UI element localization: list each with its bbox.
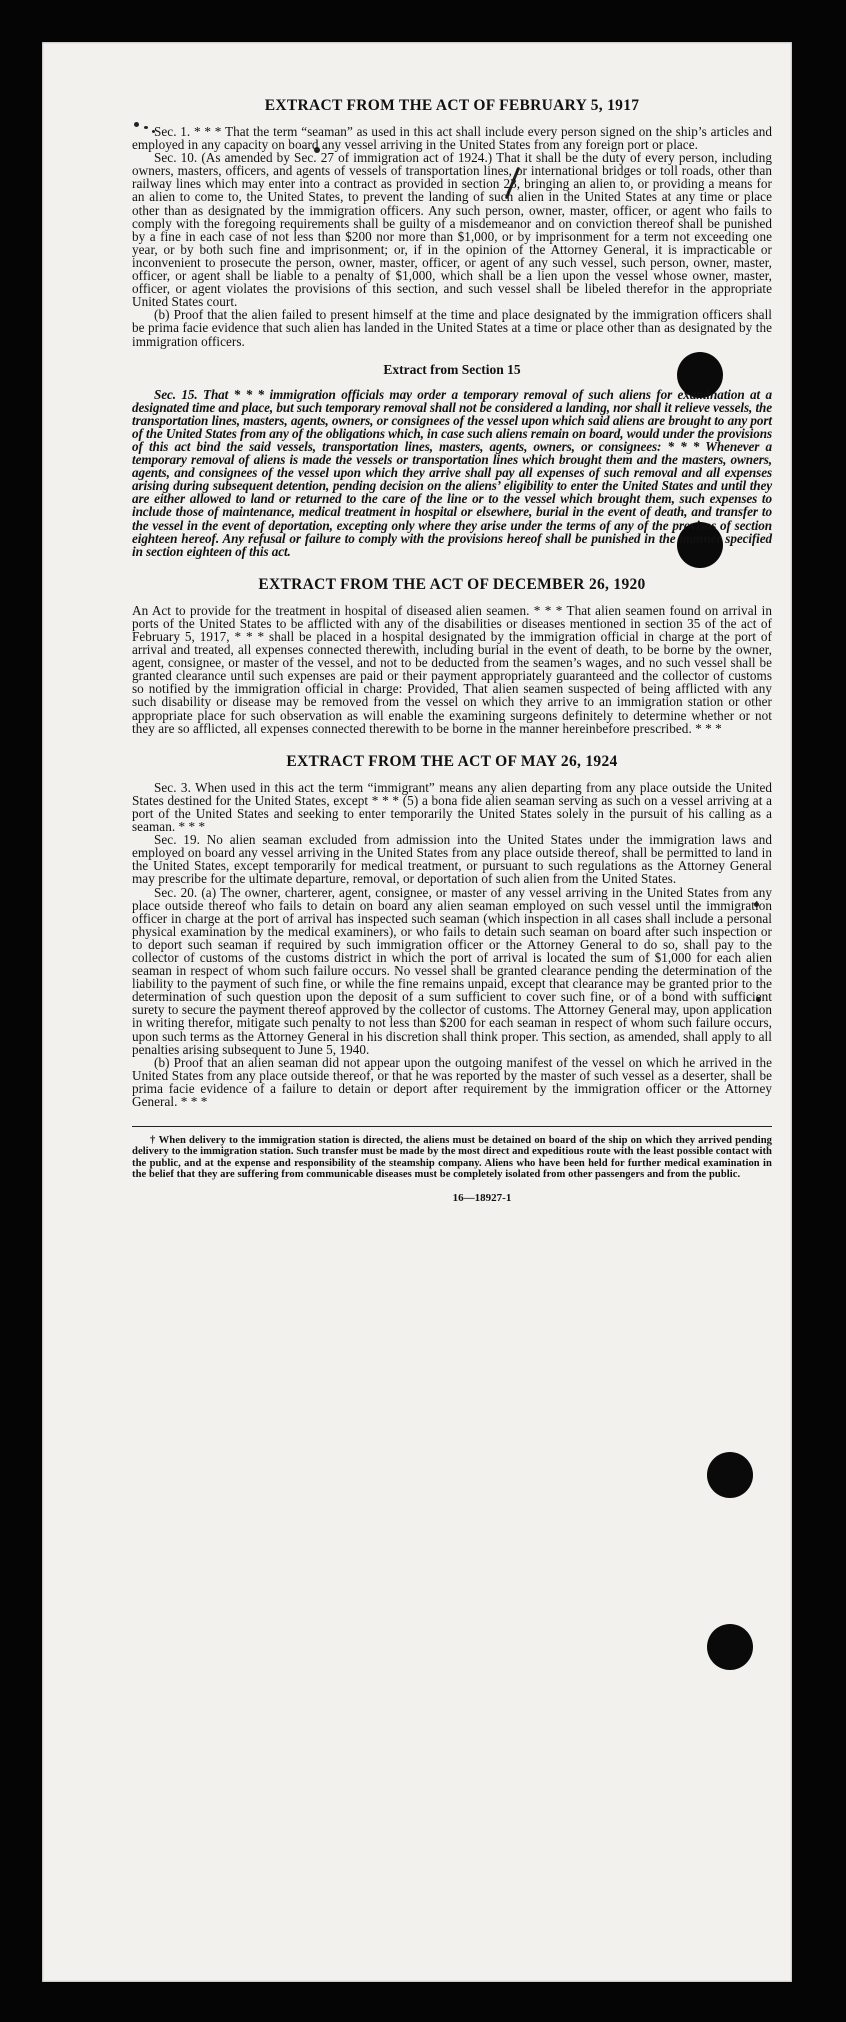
paragraph-sec-10-b: (b) Proof that the alien failed to present himself at the time and place designated by the immigration officers shall be prima facie evidence that such alien has landed in the United States at a time or place other than as designated by the immigration officers. [132,307,772,349]
heading-act-1924: EXTRACT FROM THE ACT OF MAY 26, 1924 [286,752,618,770]
punch-hole [707,1624,753,1670]
heading-act-1917: EXTRACT FROM THE ACT OF FEBRUARY 5, 1917 [264,97,640,114]
paragraph-sec-1: Sec. 1. * * * That the term “seaman” as used in this act shall include every person signed on the ship’s articles and employed in any capacity on board any vessel arriving in the United States from any foreign port or place. [132,124,772,153]
paragraph-sec-3: Sec. 3. When used in this act the term “immigrant” means any alien departing from any place outside the United States destined for the United States, except * * * (5) a bona fide alien seaman serving as such on a vessel arriving at a port of the United States and seeking to enter temporarily the United States solely in the pursuit of his calling as a seaman. * * * [132,779,772,835]
paragraph-sec-20-b: (b) Proof that an alien seaman did not appear upon the outgoing manifest of the vessel on which he arrived in the United States from any place outside thereof, or that he was reported by the master of such vessel as a deserter, shall be prima facie evidence of a failure to detain or deport after requirement by the immigration officer or the Attorney General. * * * [132,1054,772,1109]
document-page [42,42,792,1982]
heading-act-1920: EXTRACT FROM THE ACT OF DECEMBER 26, 1920 [258,575,646,593]
divider [132,1126,772,1127]
document-number: 16—18927-1 [452,1191,512,1204]
paragraph-sec-10: Sec. 10. (As amended by Sec. 27 of immigration act of 1924.) That it shall be the duty of every person, including owners, masters, officers, and agents of vessels of transportation lines, or international bridges or toll roads, other than railway lines which may enter into a contract as provided in section 23, bringing an alien to, or providing a means for an alien to come to, the United States, to prevent the landing of such alien in the United States at any time or place other than as designated by the immigration officers. Any such person, owner, master, officer, or agent who fails to comply with the foregoing requirements shall be guilty of a misdemeanor and on conviction thereof shall be punished by a fine in each case of not less than $200 nor more than $1,000, or by imprisonment for a term not exceeding one year, or by both such fine and imprisonment; or, if in the opinion of the Attorney General, it is impracticable or inconvenient to prosecute the person, owner, master, officer, or agent of any such vessel, such person, owner, master, officer, or agent shall be liable to a penalty of $1,000, which shall be a lien upon the vessel whose owner, master, officer, or agent violates the provisions of this section, and such vessel shall be libeled therefor in the appropriate United States court. [132,150,772,310]
paragraph-sec-15: Sec. 15. That * * * immigration officials may order a temporary removal of such aliens for examination at a designated time and place, but such temporary removal shall not be considered a landing, nor shall it relieve vessels, the transportation lines, masters, agents, owners, or consignees of the vessel upon which said aliens are brought to any port of the United States from any of the obligations which, in case such aliens remain on board, would under the provisions of this act bind the said vessels, transportation lines, masters, agents, owners, or consignees: * * * Whenever a temporary removal of aliens is made the vessels or transportation lines which brought them and the masters, owners, agents, and consignees of the vessel upon which they arrive shall pay all expenses of such removal and all expenses arising during subsequent detention, pending decision on the aliens’ eligibility to enter the United States and until they are either allowed to land or returned to the care of the line or to the vessel which brought them, such expenses to include those of maintenance, medical treatment in hospital or elsewhere, burial in the event of death, and transfer to the vessel in the event of deportation, excepting only where they arise under the terms of any of the provisos of section eighteen hereof. Any refusal or failure to comply with the provisions hereof shall be punished in the manner specified in section eighteen of this act. [132,386,772,559]
heading-section-15: Extract from Section 15 [383,361,521,377]
paragraph-sec-19: Sec. 19. No alien seaman excluded from admission into the United States under the immigration laws and employed on board any vessel arriving in the United States from any place outside thereof, shall be permitted to land in the United States, except temporarily for medical treatment, or pursuant to such regulations as the Attorney General may prescribe for the ultimate departure, removal, or deportation of such alien from the United States. [132,832,772,887]
footnote: † When delivery to the immigration station is directed, the aliens must be detained on board of the ship on which they arrived pending delivery to the immigration station. Such transfer must be made by the most direct and expeditious route with the least possible contact with the public, and at the expense and responsibility of the steamship company. Aliens who have been held for further medical examination in the belief that they are suffering from communicable diseases must be completely isolated from other passengers and from the public. [132,1135,772,1180]
paragraph-sec-20-a: Sec. 20. (a) The owner, charterer, agent, consignee, or master of any vessel arriving in the United States from any place outside thereof who fails to detain on board any alien seaman employed on such vessel until the immigration officer in charge at the port of arrival has inspected such seaman (which inspection in all cases shall include a personal physical examination by the medical examiners), or who fails to detain such seaman on board after such inspection or to deport such seaman if required by such immigration officer or the Attorney General to do so, shall pay to the collector of customs of the customs district in which the port of arrival is located the sum of $1,000 for each alien seaman in respect of whom such failure occurs. No vessel shall be granted clearance pending the determination of the liability to the payment of such fine, or while the fine remains unpaid, except that clearance may be granted prior to the determination of such question upon the deposit of a sum sufficient to cover such fine, or of a bond with sufficient surety to secure the payment thereof approved by the collector of customs. The Attorney General may, upon application in writing therefor, mitigate such penalty to not less than $200 for each seaman in respect of whom such failure occurs, upon such terms as the Attorney General in his discretion shall think proper. This section, as amended, shall apply to all penalties arising subsequent to June 5, 1940. [132,884,772,1057]
paragraph-act-1920: An Act to provide for the treatment in hospital of diseased alien seamen. * * * That alien seamen found on arrival in ports of the United States to be afflicted with any of the disabilities or diseases mentioned in section 35 of the act of February 5, 1917, * * * shall be placed in a hospital designated by the immigration official in charge at the port of arrival and treated, all expenses connected therewith, including burial in the event of death, to be borne by the owner, agent, consignee, or master of the vessel, and not to be deducted from the seamen’s wages, and no such vessel shall be granted clearance until such expenses are paid or their payment appropriately guaranteed and the collector of customs so notified by the immigration official in charge: Provided, That alien seamen suspected of being afflicted with any such disability or disease may be removed from the vessel on which they arrive to an immigration station or other appropriate place for such observation as will enable the examining surgeons definitely to determine whether or not they are so afflicted, all expenses connected therewith to be borne in the manner hereinbefore prescribed. * * * [132,602,772,736]
punch-hole [707,1452,753,1498]
document-body [132,97,772,1204]
